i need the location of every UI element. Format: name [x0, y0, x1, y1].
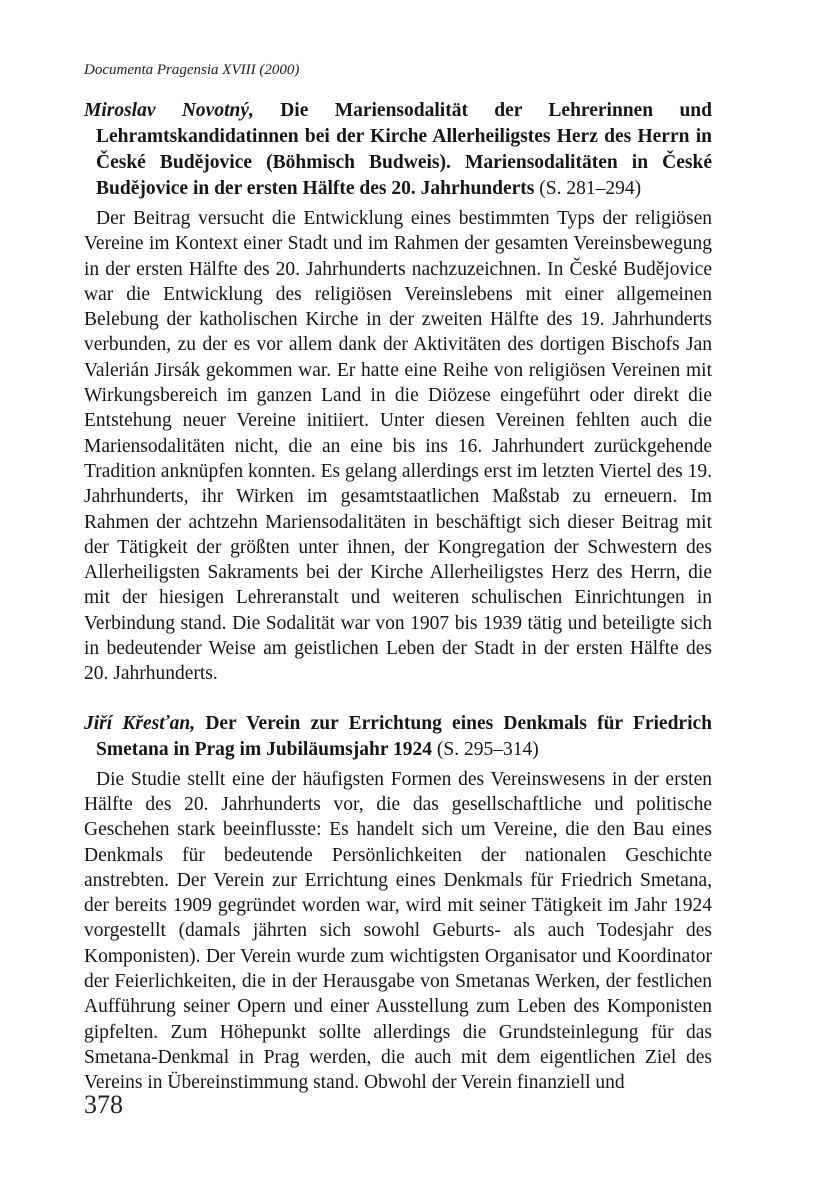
- entry-pages: (S. 295–314): [436, 738, 539, 760]
- entry-heading: [84, 711, 712, 763]
- entry-author: Jiří Křesťan,: [84, 712, 196, 734]
- entry-author: Miroslav Novotný,: [84, 100, 254, 121]
- entry: [84, 98, 712, 687]
- entry-abstract: Die Studie stellt eine der häufigsten Formen des Vereinswesens in der ersten Hälfte des 20. Jahrhunderts vor, die das gesellschaftliche und politische Geschehen stark beeinflusste: Es handelt sich um Vereine, die den Bau eines Denkmals für bedeutende Persönlichkeiten der nationalen Geschichte anstrebten. Der Verein zur Errichtung eines Denkmals für Friedrich Smetana, der bereits 1909 gegründet worden war, wird mit seiner Tätigkeit im Jahr 1924 vorgestellt (damals jährten sich sowohl Geburts- als auch Todesjahr des Komponisten). Der Verein wurde zum wichtigsten Organisator und Koordinator der Feierlichkeiten, die in der Herausgabe von Smetanas Werken, der festlichen Aufführung seiner Opern und einer Ausstellung zum Leben des Komponisten gipfelten. Zum Höhepunkt sollte allerdings die Grundsteinlegung für das Smetana-Denkmal in Prag werden, die auch mit dem eigentlichen Ziel des Vereins in Übereinstimmung stand. Obwohl der Verein finanziell und: [84, 768, 712, 1094]
- entry-heading: [84, 98, 712, 202]
- entry-abstract: Der Beitrag versucht die Entwicklung eines bestimmten Typs der religiösen Vereine im Kontext einer Stadt und im Rahmen der gesamten Vereinsbewegung in der ersten Hälfte des 20. Jahrhunderts nachzuzeichnen. In České Budějovice war die Entwicklung des religiösen Vereinslebens mit einer allgemeinen Belebung der katholischen Kirche in der zweiten Hälfte des 19. Jahrhunderts verbunden, zu der es vor allem dank der Aktivitäten des dortigen Bischofs Jan Valerián Jirsák gekommen war. Er hatte eine Reihe von religiösen Vereinen mit Wirkungsbereich im ganzen Land in die Diözese eingeführt oder direkt die Entstehung neuer Vereine initiiert. Unter diesen Vereinen fehlten auch die Mariensodalitäten nicht, die an eine bis ins 16. Jahrhundert zurückgehende Tradition anknüpfen konnten. Es gelang allerdings erst im letzten Viertel des 19. Jahrhunderts, ihr Wirken im gesamtstaatlichen Maßstab zu erneuern. Im Rahmen der achtzehn Mariensodalitäten in beschäftigt sich dieser Beitrag mit der Tätigkeit der größten unter ihnen, der Kongregation der Schwestern des Allerheiligsten Sakraments bei der Kirche Allerheiligstes Herz des Herrn, die mit der hiesigen Lehreranstalt und weiteren schulischen Einrichtungen in Verbindung stand. Die Sodalität war von 1907 bis 1939 tätig und beteiligte sich in bedeutender Weise am geistlichen Leben der Stadt in der ersten Hälfte des 20. Jahrhunderts.: [84, 208, 712, 685]
- page-number: 378: [84, 1090, 123, 1119]
- entry-pages: (S. 281–294): [539, 178, 642, 199]
- running-head: Documenta Pragensia XVIII (2000): [84, 62, 300, 78]
- entry-title: Die Mariensodalität der Lehrerinnen und Lehramtskandidatinnen bei der Kirche Allerheiligstes Herz des Herrn in České Budějovice (Böhmisch Budweis). Mariensodalitäten in České Budějovice in der ersten Hälfte des 20. Jahrhunderts: [96, 100, 712, 199]
- entry-title: Der Verein zur Errichtung eines Denkmals für Friedrich Smetana in Prag im Jubiläumsjahr 1924: [96, 712, 713, 760]
- entry: [84, 711, 712, 1096]
- page-content: [84, 98, 712, 1120]
